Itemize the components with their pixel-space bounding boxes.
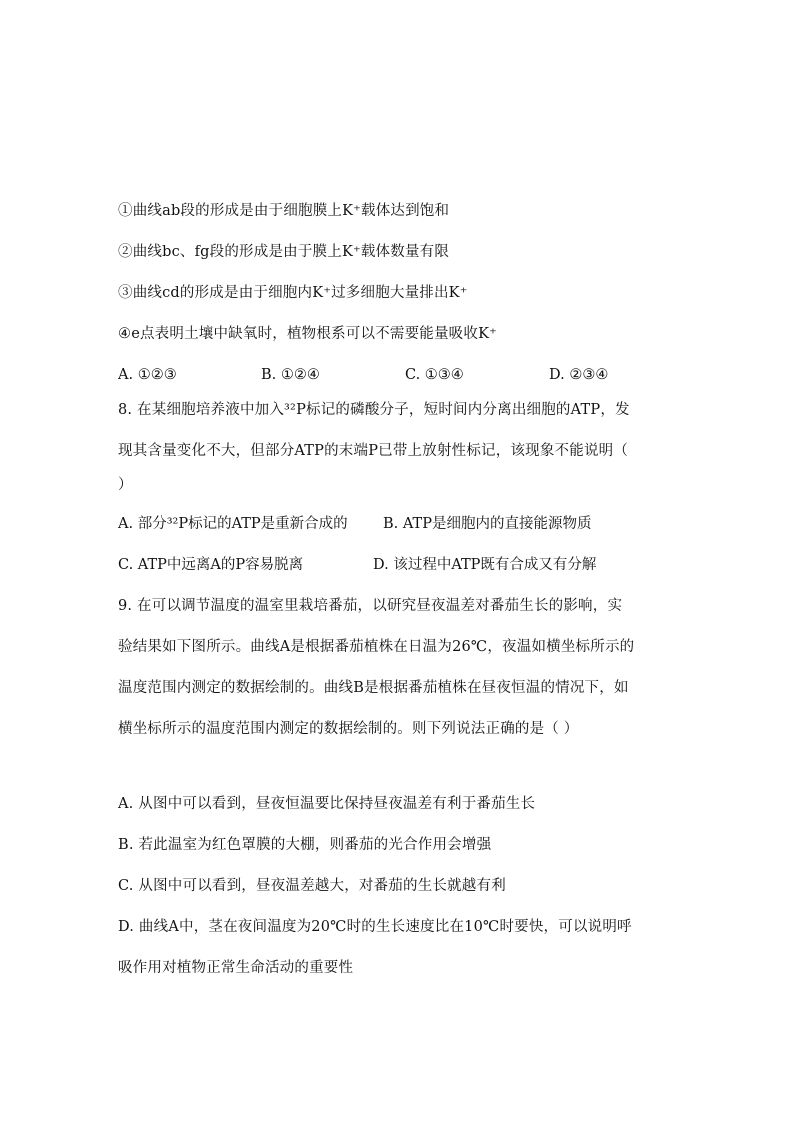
q7-statement-2: ②曲线bc、fg段的形成是由于膜上K⁺载体数量有限 <box>118 244 450 260</box>
q7-statement-3: ③曲线cd的形成是由于细胞内K⁺过多细胞大量排出K⁺ <box>118 285 468 301</box>
q9-stem-line-4: 横坐标所示的温度范围内测定的数据绘制的。则下列说法正确的是（ ） <box>118 721 579 737</box>
q9-stem-line-3: 温度范围内测定的数据绘制的。曲线B是根据番茄植株在昼夜恒温的情况下，如 <box>118 680 629 696</box>
q9-stem-line-1: 9. 在可以调节温度的温室里栽培番茄，以研究昼夜温差对番茄生长的影响，实 <box>118 598 623 614</box>
q7-statement-4: ④e点表明土壤中缺氧时，植物根系可以不需要能量吸收K⁺ <box>118 326 497 342</box>
q7-option-b: B. ①②④ <box>261 367 320 383</box>
q7-option-c: C. ①③④ <box>405 367 464 383</box>
q9-stem-line-2: 验结果如下图所示。曲线A是根据番茄植株在日温为26℃，夜温如横坐标所示的 <box>118 639 635 655</box>
q9-option-c: C. 从图中可以看到，昼夜温差越大，对番茄的生长就越有利 <box>118 878 506 894</box>
q7-option-a: A. ①②③ <box>118 367 177 383</box>
q8-option-c: C. ATP中远离A的P容易脱离 <box>118 557 304 573</box>
q7-statement-1: ①曲线ab段的形成是由于细胞膜上K⁺载体达到饱和 <box>118 203 450 219</box>
q8-option-a: A. 部分³²P标记的ATP是重新合成的 <box>118 516 348 532</box>
q9-option-d-line-1: D. 曲线A中，茎在夜间温度为20℃时的生长速度比在10℃时要快，可以说明呼 <box>118 919 632 935</box>
q9-option-d-line-2: 吸作用对植物正常生命活动的重要性 <box>118 960 354 976</box>
q9-option-a: A. 从图中可以看到，昼夜恒温要比保持昼夜温差有利于番茄生长 <box>118 796 536 812</box>
q8-stem-line-1: 8. 在某细胞培养液中加入³²P标记的磷酸分子，短时间内分离出细胞的ATP，发 <box>118 402 630 418</box>
q7-option-d: D. ②③④ <box>549 367 609 383</box>
q8-option-b: B. ATP是细胞内的直接能源物质 <box>383 516 592 532</box>
q9-option-b: B. 若此温室为红色罩膜的大棚，则番茄的光合作用会增强 <box>118 837 492 853</box>
q8-option-d: D. 该过程中ATP既有合成又有分解 <box>373 557 597 573</box>
q8-stem-line-3: ） <box>118 477 133 493</box>
q8-stem-line-2: 现其含量变化不大，但部分ATP的末端P已带上放射性标记，该现象不能说明（ <box>118 443 629 459</box>
